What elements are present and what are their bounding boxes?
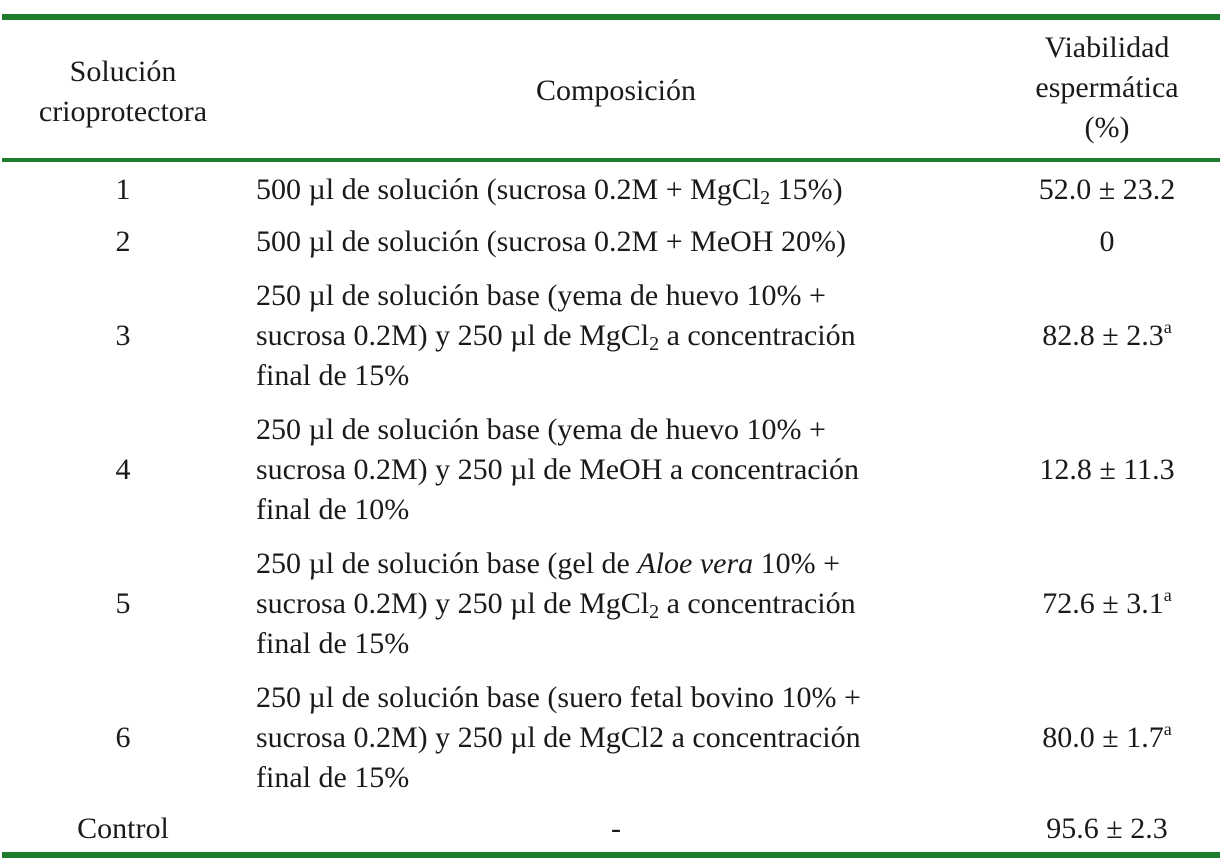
significance-mark: a bbox=[1163, 585, 1172, 605]
row-2-composition: 500 µl de solución (sucrosa 0.2M + MeOH 20%) bbox=[256, 225, 846, 258]
row-5-id: 5 bbox=[115, 587, 131, 620]
significance-mark: a bbox=[1163, 317, 1172, 337]
row-5-composition: 250 µl de solución base (gel de Aloe vera 10% + sucrosa 0.2M) y 250 µl de MgCl$_2$ a concentración final de 15% bbox=[256, 547, 856, 660]
row-control-viability: 95.6 ± 2.3 bbox=[1046, 812, 1168, 845]
significance-mark: a bbox=[1163, 719, 1172, 739]
row-2-viability: 0 bbox=[1099, 225, 1115, 258]
header-composicion: Composición bbox=[535, 74, 696, 107]
header-solucion: Solución crioprotectora bbox=[38, 55, 208, 128]
row-3-id: 3 bbox=[115, 319, 131, 352]
header-viabilidad: Viabilidad espermática (%) bbox=[1035, 31, 1179, 144]
row-4-viability: 12.8 ± 11.3 bbox=[1039, 453, 1175, 486]
row-1-composition: 500 µl de solución (sucrosa 0.2M + MgCl$_2$ 15%) bbox=[256, 173, 843, 209]
row-6-id: 6 bbox=[115, 721, 131, 754]
row-5-viability: 72.6 ± 3.1$^a$ bbox=[1042, 585, 1172, 620]
row-3-composition: 250 µl de solución base (yema de huevo 10% + sucrosa 0.2M) y 250 µl de MgCl$_2$ a concentración final de 15% bbox=[256, 279, 856, 392]
row-3-viability: 82.8 ± 2.3$^a$ bbox=[1042, 317, 1172, 352]
row-4-composition: 250 µl de solución base (yema de huevo 10% + sucrosa 0.2M) y 250 µl de MeOH a concentración final de 10% bbox=[256, 413, 859, 526]
top-rule bbox=[2, 14, 1220, 20]
header-rule bbox=[2, 158, 1220, 162]
row-control-id: Control bbox=[77, 812, 169, 845]
bottom-rule bbox=[2, 852, 1220, 858]
row-6-viability: 80.0 ± 1.7$^a$ bbox=[1042, 719, 1172, 754]
row-4-id: 4 bbox=[115, 453, 131, 486]
row-6-composition: 250 µl de solución base (suero fetal bovino 10% + sucrosa 0.2M) y 250 µl de MgCl2 a concentración final de 15% bbox=[256, 681, 861, 794]
row-1-id: 1 bbox=[115, 173, 131, 206]
row-2-id: 2 bbox=[115, 225, 131, 258]
row-control-composition: - bbox=[611, 812, 621, 845]
row-1-viability: 52.0 ± 23.2 bbox=[1038, 173, 1176, 206]
